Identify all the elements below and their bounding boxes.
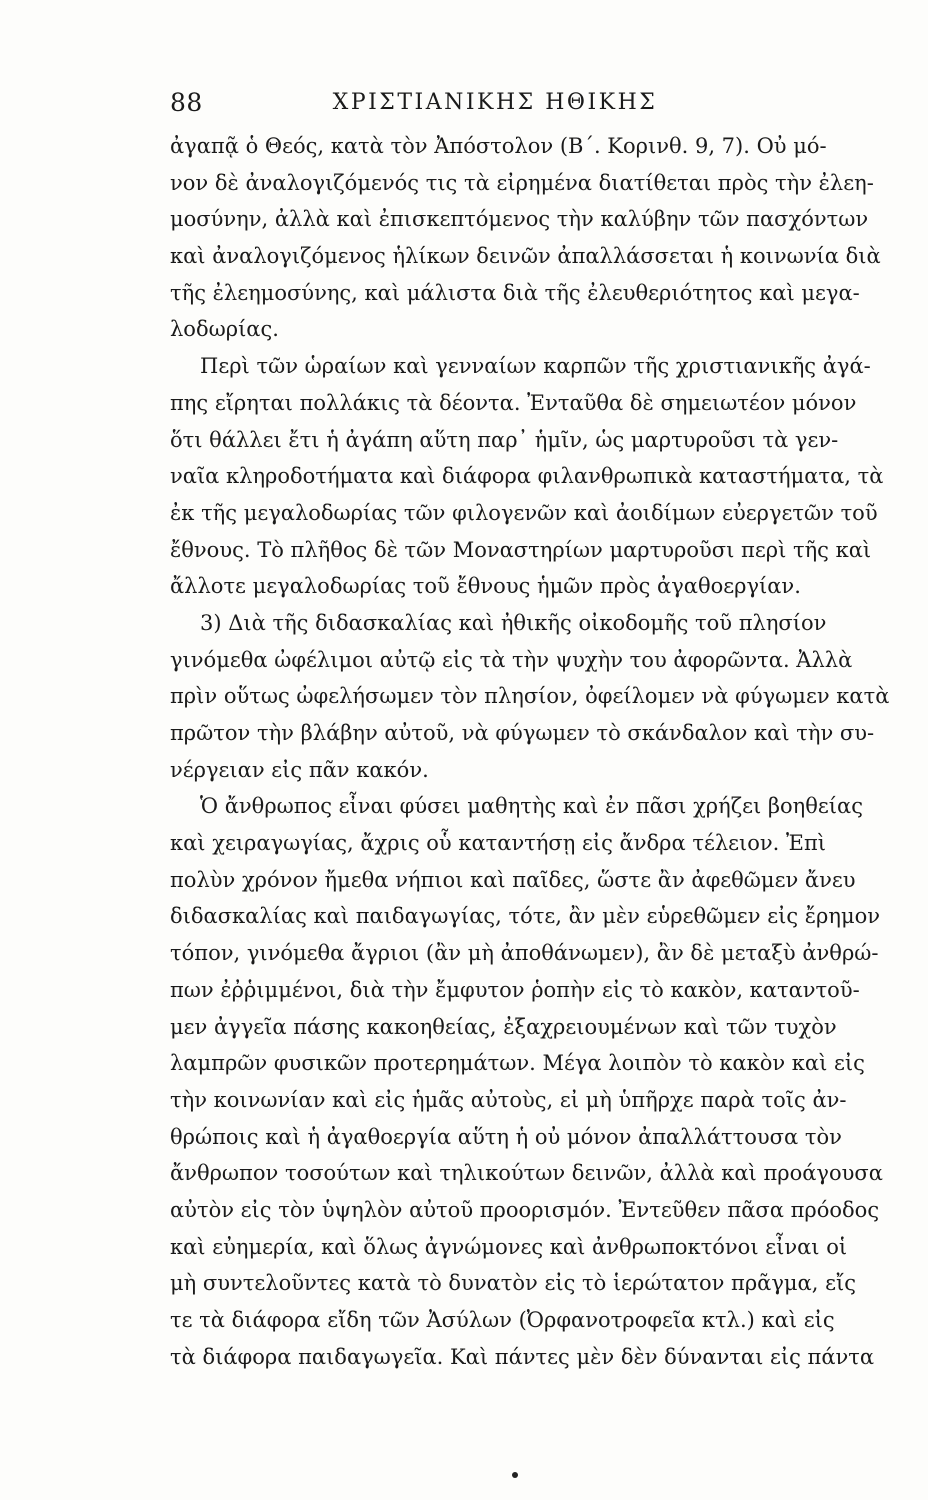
text-line: μὴ συντελοῦντες κατὰ τὸ δυνατὸν εἰς τὸ ἱερώτατον πρᾶγμα, εἴς bbox=[170, 1271, 856, 1296]
text-line: καὶ εὐημερία, καὶ ὅλως ἀγνώμονες καὶ ἀνθρωποκτόνοι εἶναι οἱ bbox=[170, 1234, 848, 1259]
text-line: καὶ ἀναλογιζόμενος ἡλίκων δεινῶν ἀπαλλάσσεται ἡ κοινωνία διὰ bbox=[170, 244, 881, 269]
page-header bbox=[170, 88, 820, 122]
body-text bbox=[170, 128, 890, 1375]
text-line: πολὺν χρόνον ἤμεθα νήπιοι καὶ παῖδες, ὥστε ἂν ἀφεθῶμεν ἄνευ bbox=[170, 867, 856, 892]
page-number: 88 bbox=[170, 88, 203, 117]
text-line: γινόμεθα ὠφέλιμοι αὐτῷ εἰς τὰ τὴν ψυχὴν του ἀφορῶντα. Ἀλλὰ bbox=[170, 647, 853, 672]
text-line: διδασκαλίας καὶ παιδαγωγίας, τότε, ἂν μὲν εὑρεθῶμεν εἰς ἔρημον bbox=[170, 904, 881, 929]
text-line: ἔθνους. Τὸ πλῆθος δὲ τῶν Μοναστηρίων μαρτυροῦσι περὶ τῆς καὶ bbox=[170, 537, 872, 562]
text-line: τε τὰ διάφορα εἴδη τῶν Ἀσύλων (Ὀρφανοτροφεῖα κτλ.) καὶ εἰς bbox=[170, 1308, 835, 1332]
text-line: πρῶτον τὴν βλάβην αὐτοῦ, νὰ φύγωμεν τὸ σκάνδαλον καὶ τὴν συ- bbox=[170, 721, 875, 745]
text-line: καὶ χειραγωγίας, ἄχρις οὗ καταντήσῃ εἰς ἄνδρα τέλειον. Ἐπὶ bbox=[170, 831, 826, 856]
text-line: λαμπρῶν φυσικῶν προτερημάτων. Μέγα λοιπὸν τὸ κακὸν καὶ εἰς bbox=[170, 1051, 865, 1076]
text-line: τὰ διάφορα παιδαγωγεῖα. Καὶ πάντες μὲν δὲν δύνανται εἰς πάντα bbox=[170, 1344, 875, 1369]
ink-speck bbox=[512, 1472, 518, 1478]
text-line: μοσύνην, ἀλλὰ καὶ ἐπισκεπτόμενος τὴν καλύβην τῶν πασχόντων bbox=[170, 207, 869, 232]
text-line: Περὶ τῶν ὡραίων καὶ γενναίων καρπῶν τῆς χριστιανικῆς ἀγά- bbox=[200, 354, 871, 379]
running-title: ΧΡΙΣΤΙΑΝΙΚΗΣ ΗΘΙΚΗΣ bbox=[332, 90, 658, 115]
text-line: μεν ἀγγεῖα πάσης κακοηθείας, ἐξαχρειουμένων καὶ τῶν τυχὸν bbox=[170, 1014, 837, 1039]
text-line: τόπον, γινόμεθα ἄγριοι (ἂν μὴ ἀποθάνωμεν), ἂν δὲ μεταξὺ ἀνθρώ- bbox=[170, 941, 879, 966]
text-line: πης εἴρηται πολλάκις τὰ δέοντα. Ἐνταῦθα δὲ σημειωτέον μόνον bbox=[170, 390, 857, 415]
text-line: ἐκ τῆς μεγαλοδωρίας τῶν φιλογενῶν καὶ ἀοιδίμων εὐεργετῶν τοῦ bbox=[170, 500, 878, 525]
text-line: νέργειαν εἰς πᾶν κακόν. bbox=[170, 757, 429, 782]
text-line: τῆς ἐλεημοσύνης, καὶ μάλιστα διὰ τῆς ἐλευθεριότητος καὶ μεγα- bbox=[170, 280, 860, 305]
text-line: νον δὲ ἀναλογιζόμενός τις τὰ εἰρημένα διατίθεται πρὸς τὴν ἐλεη- bbox=[170, 170, 874, 195]
text-line: λοδωρίας. bbox=[170, 317, 279, 342]
text-line: ὅτι θάλλει ἔτι ἡ ἀγάπη αὕτη παρ᾽ ἡμῖν, ὡς μαρτυροῦσι τὰ γεν- bbox=[170, 427, 839, 452]
text-line: θρώποις καὶ ἡ ἀγαθοεργία αὕτη ἡ οὐ μόνον ἀπαλλάττουσα τὸν bbox=[170, 1124, 842, 1149]
text-line: ἀγαπᾷ ὁ Θεός, κατὰ τὸν Ἀπόστολον (Β΄. Κορινθ. 9, 7). Οὐ μό- bbox=[170, 134, 827, 158]
text-line: ναῖα κληροδοτήματα καὶ διάφορα φιλανθρωπικὰ καταστήματα, τὰ bbox=[170, 464, 884, 489]
text-line: ἄλλοτε μεγαλοδωρίας τοῦ ἔθνους ἡμῶν πρὸς ἀγαθοεργίαν. bbox=[170, 574, 801, 599]
text-line: Ὁ ἄνθρωπος εἶναι φύσει μαθητὴς καὶ ἐν πᾶσι χρήζει βοηθείας bbox=[200, 794, 863, 819]
text-line: τὴν κοινωνίαν καὶ εἰς ἡμᾶς αὐτοὺς, εἰ μὴ ὑπῆρχε παρὰ τοῖς ἀν- bbox=[170, 1087, 847, 1112]
text-line: 3) Διὰ τῆς διδασκαλίας καὶ ἠθικῆς οἰκοδομῆς τοῦ πλησίον bbox=[200, 610, 827, 635]
text-line: ἄνθρωπον τοσούτων καὶ τηλικούτων δεινῶν, ἀλλὰ καὶ προάγουσα bbox=[170, 1161, 883, 1186]
text-line: πρὶν οὕτως ὠφελήσωμεν τὸν πλησίον, ὀφείλομεν νὰ φύγωμεν κατὰ bbox=[170, 684, 890, 709]
text-line: αὐτὸν εἰς τὸν ὑψηλὸν αὐτοῦ προορισμόν. Ἐντεῦθεν πᾶσα πρόοδος bbox=[170, 1197, 880, 1222]
text-line: πων ἐῤῥιμμένοι, διὰ τὴν ἔμφυτον ῥοπὴν εἰς τὸ κακὸν, καταντοῦ- bbox=[170, 977, 860, 1002]
